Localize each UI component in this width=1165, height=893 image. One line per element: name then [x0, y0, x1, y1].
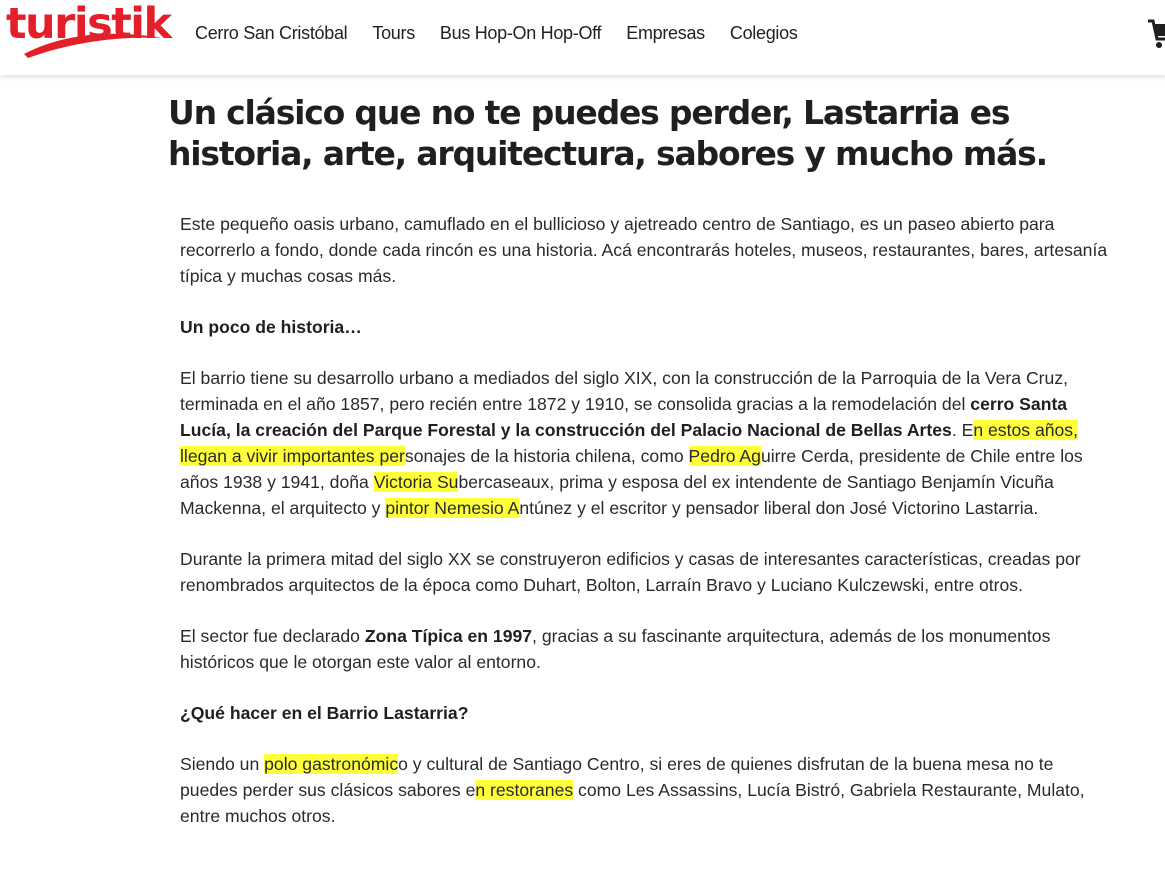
zona-text: , gracias a su fascinante arquitectura, además de los monumentos históricos que le otorgan este valor al entorno.: [180, 626, 1051, 672]
nav-item-colegios: [730, 22, 798, 44]
todo-heading: ¿Qué hacer en el Barrio Lastarria?: [180, 703, 469, 723]
history-heading: Un poco de historia…: [180, 317, 362, 337]
history-paragraph: [180, 365, 1115, 521]
highlight-text: polo gastronómic: [264, 754, 399, 774]
history-text: El barrio tiene su desarrollo urbano a mediados del siglo XIX, con la construcción de la Parroquia de la Vera Cruz, terminada en el año 1857, pero recién entre 1872 y 1910, se consolida gracias a la remodelación del: [180, 368, 1069, 414]
nav-link-colegios[interactable]: Colegios: [729, 23, 798, 43]
nav-link-tours[interactable]: Tours: [372, 23, 415, 43]
nav-item-bus-hop-on-hop-off: [440, 22, 601, 44]
nav-link-cerro-san-cristobal[interactable]: Cerro San Cristóbal: [195, 23, 348, 43]
article-body: [180, 211, 1115, 854]
highlight-text: n estos años, llegan a vivir importantes per: [180, 420, 1078, 466]
highlight-text: Pedro Ag: [688, 446, 761, 466]
top-navbar: [0, 0, 1165, 75]
logo-text: turistik: [6, 0, 171, 49]
highlight-text: pintor Nemesio A: [385, 498, 520, 518]
nav-item-empresas: [626, 22, 705, 44]
nav-link-empresas[interactable]: Empresas: [626, 23, 705, 43]
todo-paragraph: [180, 751, 1115, 829]
nav-item-tours: [372, 22, 415, 44]
zona-text: El sector fue declarado: [180, 626, 365, 646]
history-text: ntúnez y el escritor y pensador liberal don José Victorino Lastarria.: [519, 498, 1039, 518]
todo-text: como Les Assassins, Lucía Bistró, Gabriela Restaurante, Mulato, entre muchos otros.: [180, 780, 1085, 826]
history-text: uirre Cerda, presidente de Chile entre los años 1938 y 1941, doña: [180, 446, 1083, 492]
zona-tipica-paragraph: [180, 623, 1115, 675]
history-text: . E: [951, 420, 974, 440]
nav-link-bus-hop-on-hop-off[interactable]: Bus Hop-On Hop-Off: [439, 23, 602, 43]
history-text: sonajes de la historia chilena, como: [404, 446, 689, 466]
highlight-text: Victoria Su: [373, 472, 459, 492]
history-text: bercaseaux, prima y esposa del ex intendente de Santiago Benjamín Vicuña Mackenna, el arquitecto y: [180, 472, 1054, 518]
todo-text: o y cultural de Santiago Centro, si eres de quienes disfrutan de la buena mesa no te puedes perder sus clásicos sabores e: [180, 754, 1054, 800]
highlight-text: n restoranes: [475, 780, 574, 800]
todo-text: Siendo un: [180, 754, 265, 774]
history-bold-text: cerro Santa Lucía, la creación del Parque Forestal y la construcción del Palacio Nacional de Bellas Artes: [180, 394, 1068, 440]
turistik-logo[interactable]: [6, 0, 171, 60]
architecture-paragraph: Durante la primera mitad del siglo XX se construyeron edificios y casas de interesantes características, creadas por renombrados arquitectos de la época como Duhart, Bolton, Larraín Bravo y Luciano Kulczewski, entre otros.: [180, 549, 1081, 595]
intro-paragraph: Este pequeño oasis urbano, camuflado en el bullicioso y ajetreado centro de Santiago, es un paseo abierto para recorrerlo a fondo, donde cada rincón es una historia. Acá encontrarás hoteles, museos, restaurantes, bares, artesanía típica y muchas cosas más.: [180, 214, 1108, 286]
shopping-cart-icon[interactable]: [1148, 15, 1165, 55]
nav-item-cerro-san-cristobal: [195, 22, 347, 44]
page-title: Un clásico que no te puedes perder, Lastarria es historia, arte, arquitectura, sabores y mucho más.: [168, 93, 1047, 173]
zona-bold-text: Zona Típica en 1997: [364, 626, 533, 646]
